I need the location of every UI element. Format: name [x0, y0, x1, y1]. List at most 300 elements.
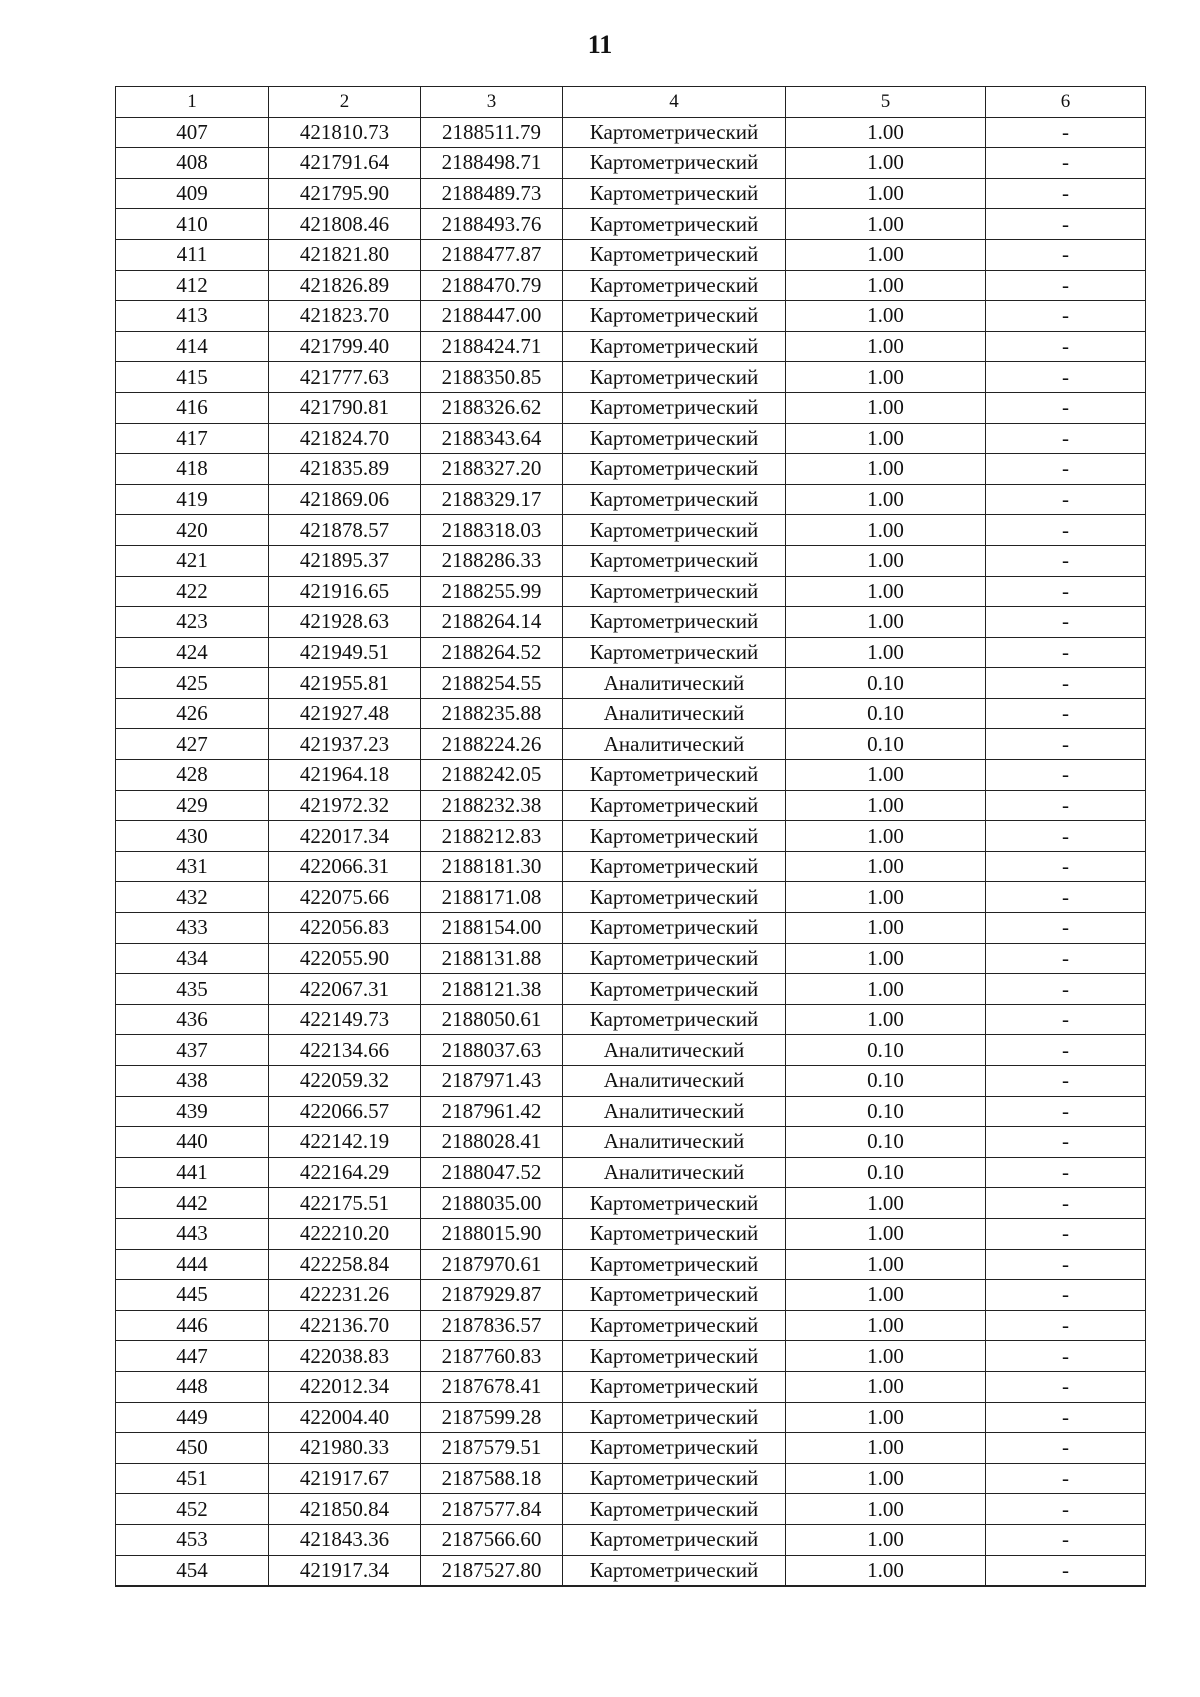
- description-cell: -: [986, 851, 1146, 882]
- y-coordinate-cell: 2188255.99: [421, 576, 563, 607]
- description-cell: -: [986, 148, 1146, 179]
- accuracy-cell: 0.10: [786, 1066, 986, 1097]
- point-number-cell: 425: [116, 668, 269, 699]
- col-3-header: 3: [421, 87, 563, 118]
- point-number-cell: 414: [116, 331, 269, 362]
- x-coordinate-cell: 421791.64: [269, 148, 421, 179]
- method-cell: Картометрический: [563, 821, 786, 852]
- point-number-cell: 408: [116, 148, 269, 179]
- table-row: [116, 1066, 1146, 1097]
- description-cell: -: [986, 790, 1146, 821]
- x-coordinate-cell: 421799.40: [269, 331, 421, 362]
- x-coordinate-cell: 421810.73: [269, 117, 421, 148]
- description-cell: -: [986, 1157, 1146, 1188]
- accuracy-cell: 1.00: [786, 209, 986, 240]
- description-cell: -: [986, 178, 1146, 209]
- method-cell: Картометрический: [563, 1218, 786, 1249]
- description-cell: -: [986, 209, 1146, 240]
- y-coordinate-cell: 2188181.30: [421, 851, 563, 882]
- accuracy-cell: 1.00: [786, 882, 986, 913]
- point-number-cell: 448: [116, 1371, 269, 1402]
- x-coordinate-cell: 421972.32: [269, 790, 421, 821]
- accuracy-cell: 0.10: [786, 1157, 986, 1188]
- point-number-cell: 418: [116, 454, 269, 485]
- table-row: [116, 790, 1146, 821]
- table-row: [116, 545, 1146, 576]
- y-coordinate-cell: 2187678.41: [421, 1371, 563, 1402]
- x-coordinate-cell: 421790.81: [269, 392, 421, 423]
- x-coordinate-cell: 421808.46: [269, 209, 421, 240]
- description-cell: -: [986, 1371, 1146, 1402]
- description-cell: -: [986, 331, 1146, 362]
- point-number-cell: 426: [116, 698, 269, 729]
- method-cell: Картометрический: [563, 851, 786, 882]
- description-cell: -: [986, 454, 1146, 485]
- table-row: [116, 1463, 1146, 1494]
- y-coordinate-cell: 2188498.71: [421, 148, 563, 179]
- accuracy-cell: 1.00: [786, 117, 986, 148]
- accuracy-cell: 1.00: [786, 362, 986, 393]
- description-cell: -: [986, 760, 1146, 791]
- accuracy-cell: 1.00: [786, 1004, 986, 1035]
- point-number-cell: 431: [116, 851, 269, 882]
- x-coordinate-cell: 422142.19: [269, 1127, 421, 1158]
- description-cell: -: [986, 1555, 1146, 1586]
- x-coordinate-cell: 421917.67: [269, 1463, 421, 1494]
- method-cell: Картометрический: [563, 1310, 786, 1341]
- method-cell: Аналитический: [563, 698, 786, 729]
- accuracy-cell: 1.00: [786, 1249, 986, 1280]
- y-coordinate-cell: 2188047.52: [421, 1157, 563, 1188]
- description-cell: -: [986, 1004, 1146, 1035]
- x-coordinate-cell: 421821.80: [269, 239, 421, 270]
- x-coordinate-cell: 422055.90: [269, 943, 421, 974]
- description-cell: -: [986, 1096, 1146, 1127]
- description-cell: -: [986, 239, 1146, 270]
- point-number-cell: 447: [116, 1341, 269, 1372]
- y-coordinate-cell: 2188489.73: [421, 178, 563, 209]
- table-row: [116, 423, 1146, 454]
- x-coordinate-cell: 422164.29: [269, 1157, 421, 1188]
- method-cell: Картометрический: [563, 331, 786, 362]
- table-row: [116, 576, 1146, 607]
- x-coordinate-cell: 421826.89: [269, 270, 421, 301]
- x-coordinate-cell: 421949.51: [269, 637, 421, 668]
- col-2-header: 2: [269, 87, 421, 118]
- point-number-cell: 449: [116, 1402, 269, 1433]
- x-coordinate-cell: 422012.34: [269, 1371, 421, 1402]
- table-row: [116, 454, 1146, 485]
- point-number-cell: 453: [116, 1524, 269, 1555]
- point-number-cell: 452: [116, 1494, 269, 1525]
- accuracy-cell: 1.00: [786, 576, 986, 607]
- point-number-cell: 451: [116, 1463, 269, 1494]
- y-coordinate-cell: 2188326.62: [421, 392, 563, 423]
- method-cell: Картометрический: [563, 1188, 786, 1219]
- point-number-cell: 441: [116, 1157, 269, 1188]
- accuracy-cell: 1.00: [786, 454, 986, 485]
- method-cell: Картометрический: [563, 1524, 786, 1555]
- y-coordinate-cell: 2188318.03: [421, 515, 563, 546]
- method-cell: Картометрический: [563, 362, 786, 393]
- point-number-cell: 413: [116, 301, 269, 332]
- accuracy-cell: 1.00: [786, 1280, 986, 1311]
- accuracy-cell: 0.10: [786, 698, 986, 729]
- table-row: [116, 392, 1146, 423]
- table-row: [116, 637, 1146, 668]
- description-cell: -: [986, 362, 1146, 393]
- accuracy-cell: 1.00: [786, 1341, 986, 1372]
- table-row: [116, 1280, 1146, 1311]
- description-cell: -: [986, 729, 1146, 760]
- table-row: [116, 821, 1146, 852]
- method-cell: Картометрический: [563, 1004, 786, 1035]
- y-coordinate-cell: 2187577.84: [421, 1494, 563, 1525]
- x-coordinate-cell: 421916.65: [269, 576, 421, 607]
- method-cell: Аналитический: [563, 1127, 786, 1158]
- accuracy-cell: 0.10: [786, 1127, 986, 1158]
- x-coordinate-cell: 421928.63: [269, 607, 421, 638]
- y-coordinate-cell: 2187961.42: [421, 1096, 563, 1127]
- col-1-header: 1: [116, 87, 269, 118]
- x-coordinate-cell: 422067.31: [269, 974, 421, 1005]
- description-cell: -: [986, 545, 1146, 576]
- x-coordinate-cell: 422066.57: [269, 1096, 421, 1127]
- method-cell: Картометрический: [563, 301, 786, 332]
- description-cell: -: [986, 1524, 1146, 1555]
- accuracy-cell: 1.00: [786, 1402, 986, 1433]
- method-cell: Картометрический: [563, 607, 786, 638]
- x-coordinate-cell: 421824.70: [269, 423, 421, 454]
- accuracy-cell: 1.00: [786, 392, 986, 423]
- accuracy-cell: 1.00: [786, 1218, 986, 1249]
- x-coordinate-cell: 422075.66: [269, 882, 421, 913]
- y-coordinate-cell: 2187579.51: [421, 1433, 563, 1464]
- point-number-cell: 428: [116, 760, 269, 791]
- point-number-cell: 416: [116, 392, 269, 423]
- point-number-cell: 420: [116, 515, 269, 546]
- method-cell: Картометрический: [563, 1402, 786, 1433]
- x-coordinate-cell: 422066.31: [269, 851, 421, 882]
- x-coordinate-cell: 422258.84: [269, 1249, 421, 1280]
- x-coordinate-cell: 421850.84: [269, 1494, 421, 1525]
- y-coordinate-cell: 2188343.64: [421, 423, 563, 454]
- table-row: [116, 362, 1146, 393]
- accuracy-cell: 0.10: [786, 1096, 986, 1127]
- point-number-cell: 435: [116, 974, 269, 1005]
- accuracy-cell: 1.00: [786, 1524, 986, 1555]
- table-row: [116, 515, 1146, 546]
- description-cell: -: [986, 1341, 1146, 1372]
- accuracy-cell: 1.00: [786, 851, 986, 882]
- point-number-cell: 450: [116, 1433, 269, 1464]
- accuracy-cell: 1.00: [786, 515, 986, 546]
- x-coordinate-cell: 422175.51: [269, 1188, 421, 1219]
- accuracy-cell: 1.00: [786, 821, 986, 852]
- y-coordinate-cell: 2188154.00: [421, 913, 563, 944]
- accuracy-cell: 1.00: [786, 484, 986, 515]
- table-header: [116, 87, 1146, 118]
- x-coordinate-cell: 421777.63: [269, 362, 421, 393]
- x-coordinate-cell: 421795.90: [269, 178, 421, 209]
- y-coordinate-cell: 2188171.08: [421, 882, 563, 913]
- description-cell: -: [986, 607, 1146, 638]
- method-cell: Картометрический: [563, 484, 786, 515]
- description-cell: -: [986, 576, 1146, 607]
- table-row: [116, 301, 1146, 332]
- accuracy-cell: 1.00: [786, 545, 986, 576]
- method-cell: Аналитический: [563, 668, 786, 699]
- table-row: [116, 1004, 1146, 1035]
- table-row: [116, 1341, 1146, 1372]
- description-cell: -: [986, 1066, 1146, 1097]
- x-coordinate-cell: 422231.26: [269, 1280, 421, 1311]
- point-number-cell: 436: [116, 1004, 269, 1035]
- method-cell: Аналитический: [563, 1157, 786, 1188]
- y-coordinate-cell: 2188028.41: [421, 1127, 563, 1158]
- description-cell: -: [986, 913, 1146, 944]
- y-coordinate-cell: 2188050.61: [421, 1004, 563, 1035]
- table-row: [116, 913, 1146, 944]
- point-number-cell: 442: [116, 1188, 269, 1219]
- point-number-cell: 439: [116, 1096, 269, 1127]
- description-cell: -: [986, 821, 1146, 852]
- point-number-cell: 415: [116, 362, 269, 393]
- description-cell: -: [986, 301, 1146, 332]
- point-number-cell: 454: [116, 1555, 269, 1586]
- table-row: [116, 148, 1146, 179]
- method-cell: Картометрический: [563, 1433, 786, 1464]
- accuracy-cell: 1.00: [786, 331, 986, 362]
- x-coordinate-cell: 422056.83: [269, 913, 421, 944]
- method-cell: Картометрический: [563, 545, 786, 576]
- method-cell: Картометрический: [563, 913, 786, 944]
- method-cell: Картометрический: [563, 117, 786, 148]
- accuracy-cell: 1.00: [786, 790, 986, 821]
- x-coordinate-cell: 421937.23: [269, 729, 421, 760]
- x-coordinate-cell: 422017.34: [269, 821, 421, 852]
- table-row: [116, 1035, 1146, 1066]
- accuracy-cell: 1.00: [786, 943, 986, 974]
- description-cell: -: [986, 117, 1146, 148]
- point-number-cell: 422: [116, 576, 269, 607]
- method-cell: Картометрический: [563, 1249, 786, 1280]
- description-cell: -: [986, 1310, 1146, 1341]
- y-coordinate-cell: 2188131.88: [421, 943, 563, 974]
- y-coordinate-cell: 2188424.71: [421, 331, 563, 362]
- x-coordinate-cell: 422059.32: [269, 1066, 421, 1097]
- description-cell: -: [986, 392, 1146, 423]
- accuracy-cell: 1.00: [786, 913, 986, 944]
- accuracy-cell: 1.00: [786, 607, 986, 638]
- description-cell: -: [986, 1433, 1146, 1464]
- description-cell: -: [986, 1463, 1146, 1494]
- method-cell: Аналитический: [563, 1066, 786, 1097]
- y-coordinate-cell: 2188121.38: [421, 974, 563, 1005]
- table-row: [116, 974, 1146, 1005]
- x-coordinate-cell: 422004.40: [269, 1402, 421, 1433]
- point-number-cell: 409: [116, 178, 269, 209]
- y-coordinate-cell: 2188232.38: [421, 790, 563, 821]
- method-cell: Картометрический: [563, 148, 786, 179]
- point-number-cell: 427: [116, 729, 269, 760]
- point-number-cell: 432: [116, 882, 269, 913]
- table-row: [116, 239, 1146, 270]
- x-coordinate-cell: 421980.33: [269, 1433, 421, 1464]
- y-coordinate-cell: 2187527.80: [421, 1555, 563, 1586]
- accuracy-cell: 1.00: [786, 270, 986, 301]
- point-number-cell: 412: [116, 270, 269, 301]
- description-cell: -: [986, 1280, 1146, 1311]
- method-cell: Картометрический: [563, 790, 786, 821]
- point-number-cell: 433: [116, 913, 269, 944]
- point-number-cell: 445: [116, 1280, 269, 1311]
- method-cell: Картометрический: [563, 178, 786, 209]
- table-row: [116, 484, 1146, 515]
- point-number-cell: 430: [116, 821, 269, 852]
- method-cell: Картометрический: [563, 637, 786, 668]
- y-coordinate-cell: 2188264.14: [421, 607, 563, 638]
- method-cell: Картометрический: [563, 576, 786, 607]
- table-row: [116, 1096, 1146, 1127]
- point-number-cell: 411: [116, 239, 269, 270]
- y-coordinate-cell: 2187599.28: [421, 1402, 563, 1433]
- point-number-cell: 437: [116, 1035, 269, 1066]
- table-row: [116, 1249, 1146, 1280]
- page-number: 11: [587, 30, 613, 59]
- table-row: [116, 1188, 1146, 1219]
- point-number-cell: 429: [116, 790, 269, 821]
- table-row: [116, 607, 1146, 638]
- x-coordinate-cell: 422210.20: [269, 1218, 421, 1249]
- coordinates-table: [115, 86, 1146, 1587]
- table-row: [116, 1402, 1146, 1433]
- table-row: [116, 209, 1146, 240]
- description-cell: -: [986, 423, 1146, 454]
- accuracy-cell: 1.00: [786, 1188, 986, 1219]
- accuracy-cell: 1.00: [786, 1310, 986, 1341]
- accuracy-cell: 1.00: [786, 423, 986, 454]
- header-row: [116, 87, 1146, 118]
- y-coordinate-cell: 2188329.17: [421, 484, 563, 515]
- point-number-cell: 423: [116, 607, 269, 638]
- y-coordinate-cell: 2187970.61: [421, 1249, 563, 1280]
- point-number-cell: 434: [116, 943, 269, 974]
- y-coordinate-cell: 2187588.18: [421, 1463, 563, 1494]
- y-coordinate-cell: 2188264.52: [421, 637, 563, 668]
- description-cell: -: [986, 1127, 1146, 1158]
- accuracy-cell: 1.00: [786, 974, 986, 1005]
- y-coordinate-cell: 2187971.43: [421, 1066, 563, 1097]
- table-row: [116, 943, 1146, 974]
- point-number-cell: 417: [116, 423, 269, 454]
- point-number-cell: 440: [116, 1127, 269, 1158]
- method-cell: Картометрический: [563, 1494, 786, 1525]
- method-cell: Аналитический: [563, 1096, 786, 1127]
- y-coordinate-cell: 2188035.00: [421, 1188, 563, 1219]
- x-coordinate-cell: 421895.37: [269, 545, 421, 576]
- point-number-cell: 410: [116, 209, 269, 240]
- description-cell: -: [986, 943, 1146, 974]
- description-cell: -: [986, 1494, 1146, 1525]
- point-number-cell: 421: [116, 545, 269, 576]
- accuracy-cell: 1.00: [786, 637, 986, 668]
- accuracy-cell: 1.00: [786, 1371, 986, 1402]
- table-row: [116, 270, 1146, 301]
- table-row: [116, 729, 1146, 760]
- y-coordinate-cell: 2188470.79: [421, 270, 563, 301]
- x-coordinate-cell: 421955.81: [269, 668, 421, 699]
- description-cell: -: [986, 1035, 1146, 1066]
- y-coordinate-cell: 2188447.00: [421, 301, 563, 332]
- method-cell: Картометрический: [563, 392, 786, 423]
- y-coordinate-cell: 2188511.79: [421, 117, 563, 148]
- table-row: [116, 760, 1146, 791]
- description-cell: -: [986, 668, 1146, 699]
- description-cell: -: [986, 1249, 1146, 1280]
- table-row: [116, 117, 1146, 148]
- y-coordinate-cell: 2188037.63: [421, 1035, 563, 1066]
- method-cell: Картометрический: [563, 270, 786, 301]
- table-row: [116, 1157, 1146, 1188]
- y-coordinate-cell: 2188224.26: [421, 729, 563, 760]
- point-number-cell: 443: [116, 1218, 269, 1249]
- y-coordinate-cell: 2187760.83: [421, 1341, 563, 1372]
- method-cell: Картометрический: [563, 882, 786, 913]
- x-coordinate-cell: 421843.36: [269, 1524, 421, 1555]
- method-cell: Аналитический: [563, 729, 786, 760]
- point-number-cell: 424: [116, 637, 269, 668]
- method-cell: Картометрический: [563, 1341, 786, 1372]
- description-cell: -: [986, 484, 1146, 515]
- x-coordinate-cell: 421917.34: [269, 1555, 421, 1586]
- method-cell: Картометрический: [563, 1555, 786, 1586]
- table-row: [116, 851, 1146, 882]
- table-row: [116, 1494, 1146, 1525]
- accuracy-cell: 1.00: [786, 1555, 986, 1586]
- accuracy-cell: 1.00: [786, 1494, 986, 1525]
- method-cell: Картометрический: [563, 1280, 786, 1311]
- col-5-header: 5: [786, 87, 986, 118]
- table-row: [116, 331, 1146, 362]
- table-row: [116, 1433, 1146, 1464]
- y-coordinate-cell: 2188327.20: [421, 454, 563, 485]
- table-row: [116, 668, 1146, 699]
- table-row: [116, 1310, 1146, 1341]
- accuracy-cell: 0.10: [786, 668, 986, 699]
- table-row: [116, 1371, 1146, 1402]
- x-coordinate-cell: 421835.89: [269, 454, 421, 485]
- y-coordinate-cell: 2188015.90: [421, 1218, 563, 1249]
- method-cell: Картометрический: [563, 943, 786, 974]
- accuracy-cell: 1.00: [786, 1433, 986, 1464]
- point-number-cell: 407: [116, 117, 269, 148]
- x-coordinate-cell: 421964.18: [269, 760, 421, 791]
- y-coordinate-cell: 2188235.88: [421, 698, 563, 729]
- col-6-header: 6: [986, 87, 1146, 118]
- description-cell: -: [986, 637, 1146, 668]
- table-row: [116, 178, 1146, 209]
- y-coordinate-cell: 2188286.33: [421, 545, 563, 576]
- table-row: [116, 1127, 1146, 1158]
- y-coordinate-cell: 2188350.85: [421, 362, 563, 393]
- table-row: [116, 1218, 1146, 1249]
- method-cell: Картометрический: [563, 209, 786, 240]
- description-cell: -: [986, 1218, 1146, 1249]
- x-coordinate-cell: 422038.83: [269, 1341, 421, 1372]
- description-cell: -: [986, 1402, 1146, 1433]
- x-coordinate-cell: 421878.57: [269, 515, 421, 546]
